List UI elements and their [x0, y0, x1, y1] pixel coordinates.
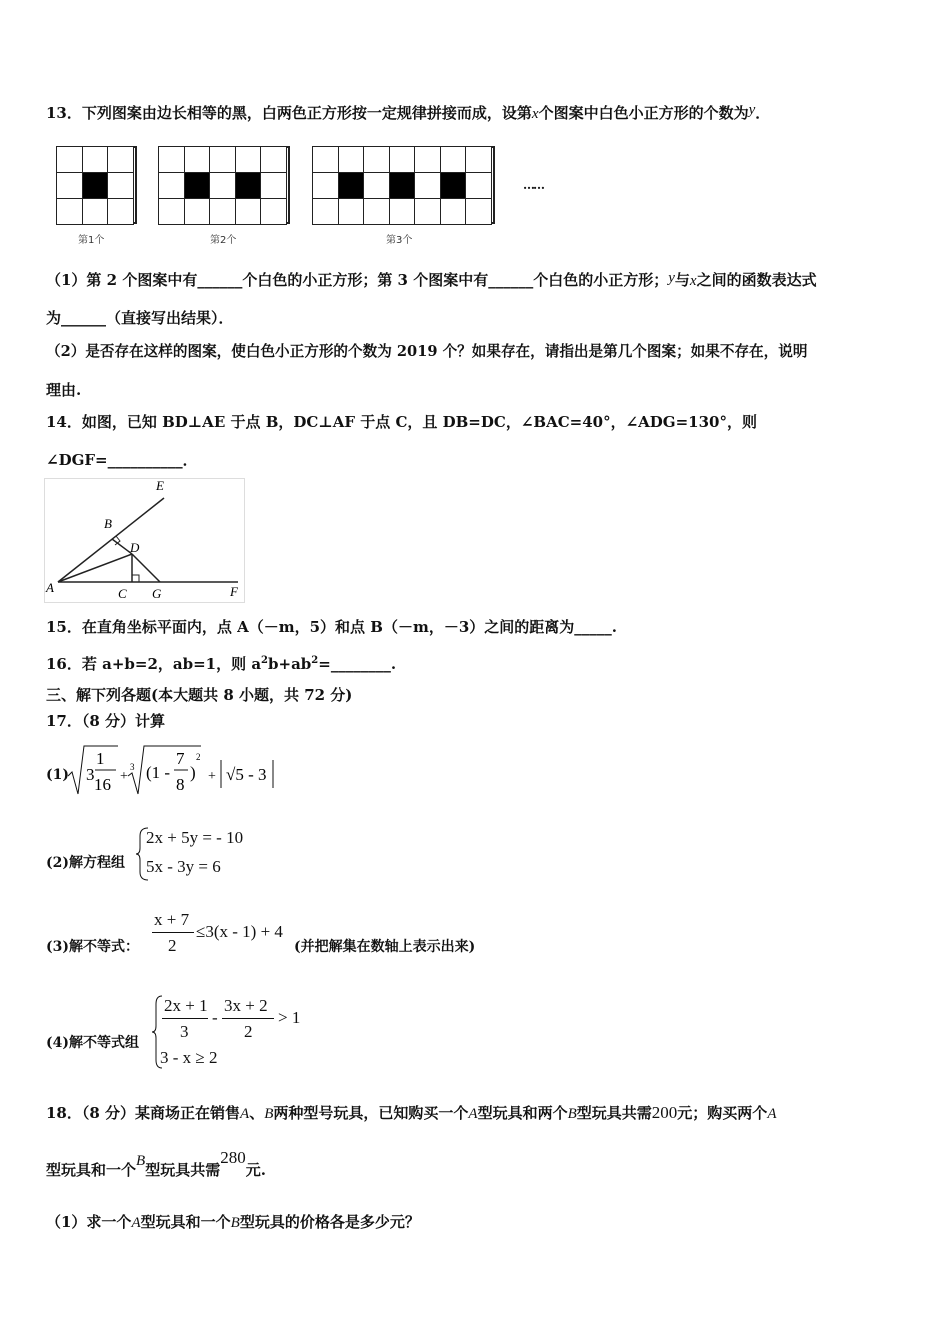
line-BD [112, 539, 132, 554]
white-square [235, 146, 262, 173]
label-A: A [46, 580, 54, 595]
black-square [338, 172, 365, 199]
svg-text:√5 - 3: √5 - 3 [226, 765, 267, 784]
white-square [414, 146, 441, 173]
svg-text:8: 8 [176, 775, 185, 794]
black-square [235, 172, 262, 199]
white-square [465, 172, 492, 199]
label-G: G [152, 586, 162, 601]
white-square [107, 198, 134, 225]
white-square [56, 146, 83, 173]
white-square [82, 198, 109, 225]
q13-part2-cont: 理由. [46, 381, 82, 399]
white-square [440, 198, 467, 225]
q18-stem: 18．（8 分）某商场正在销售A、B两种型号玩具，已知购买一个A型玩具和两个B型玩具共需200元；购买两个A [46, 1103, 777, 1122]
white-square [338, 146, 365, 173]
label-D: D [130, 540, 140, 555]
line-AD [58, 554, 132, 582]
svg-text:+: + [208, 769, 216, 784]
svg-text:3: 3 [130, 762, 135, 772]
white-square [465, 146, 492, 173]
label-F: F [230, 584, 238, 599]
white-square [158, 172, 185, 199]
q13-part1-cont: 为______（直接写出结果）． [46, 309, 234, 327]
q18-part1: （1）求一个A型玩具和一个B型玩具的价格各是多少元？ [46, 1213, 420, 1231]
q17-part4: (4)解不等式组 2x + 1 3 - 3x + 2 2 > 1 3 - x ≥ 2 [46, 994, 346, 1070]
caption-3: 第3个 [386, 235, 413, 246]
black-square [389, 172, 416, 199]
svg-text:): ) [190, 763, 196, 782]
caption-1: 第1个 [78, 235, 105, 246]
white-square [260, 146, 287, 173]
white-square [56, 198, 83, 225]
white-square [56, 172, 83, 199]
white-square [312, 146, 339, 173]
svg-text:+: + [120, 769, 128, 784]
white-square [440, 146, 467, 173]
white-square [363, 198, 390, 225]
white-square [389, 198, 416, 225]
white-square [414, 198, 441, 225]
var-y: y [748, 102, 756, 118]
white-square [260, 198, 287, 225]
q17-part3: (3)解不等式： x + 7 2 ≤3(x - 1) + 4 (并把解集在数轴上表示出来) [46, 910, 476, 955]
q14-answer: ∠DGF=__________． [46, 451, 198, 469]
caption-2: 第2个 [210, 235, 237, 246]
white-square [209, 198, 236, 225]
ellipsis: …… [523, 178, 543, 192]
q14-stem: 14．如图，已知 BD⊥AE 于点 B，DC⊥AF 于点 C，且 DB=DC，∠BAC=40°，∠ADG=130°，则 [46, 413, 757, 431]
white-square [184, 146, 211, 173]
q17-part2: (2)解方程组 2x + 5y = - 10 5x - 3y = 6 [46, 826, 306, 882]
svg-text:2: 2 [196, 752, 201, 762]
q13-stem: 13．下列图案由边长相等的黑，白两色正方形按一定规律拼接而成，设第x个图案中白色小正方形的个数为y． [46, 102, 771, 122]
white-square [82, 146, 109, 173]
white-square [465, 198, 492, 225]
label-C: C [118, 586, 127, 601]
q16-stem: 16．若 a+b=2，ab=1，则 $a^2b+ab^2=\_\_\_\_\_\_\_\_$. [46, 655, 397, 673]
svg-text:3: 3 [86, 765, 95, 784]
black-square [184, 172, 211, 199]
svg-text:16: 16 [94, 775, 111, 794]
white-square [107, 146, 134, 173]
q13-part2: （2）是否存在这样的图案，使白色小正方形的个数为 2019 个？如果存在，请指出是第几个图案；如果不存在，说明 [46, 343, 808, 360]
white-square [209, 146, 236, 173]
label-B: B [104, 516, 112, 531]
q14-figure [44, 478, 246, 604]
q18-stem-cont: 型玩具和一个B型玩具共需280元. [46, 1148, 266, 1179]
white-square [184, 198, 211, 225]
q17-title: 17．（8 分）计算 [46, 712, 166, 730]
var-x: x [531, 106, 539, 122]
q13-part1: （1）第 2 个图案中有______个白色的小正方形；第 3 个图案中有______个白色的小正方形；y与x之间的函数表达式 [46, 270, 817, 289]
black-square [82, 172, 109, 199]
white-square [235, 198, 262, 225]
white-square [338, 198, 365, 225]
white-square [260, 172, 287, 199]
white-square [389, 146, 416, 173]
white-square [363, 146, 390, 173]
black-square [440, 172, 467, 199]
q15-stem: 15．在直角坐标平面内，点 A（－m，5）和点 B（－m，－3）之间的距离为_____. [46, 618, 617, 636]
white-square [107, 172, 134, 199]
svg-text:(1 -: (1 - [146, 763, 171, 782]
section-title: 三、解下列各题(本大题共 8 小题，共 72 分) [46, 686, 353, 704]
white-square [209, 172, 236, 199]
line-DG [132, 554, 160, 582]
white-square [312, 198, 339, 225]
sqrt-expression [66, 744, 326, 798]
white-square [158, 198, 185, 225]
white-square [363, 172, 390, 199]
svg-text:1: 1 [96, 749, 105, 768]
white-square [414, 172, 441, 199]
white-square [312, 172, 339, 199]
svg-text:7: 7 [176, 749, 185, 768]
right-angle-C [132, 575, 139, 582]
label-E: E [156, 478, 164, 493]
q17-part1: (1) 3 1 16 + 3 (1 - 7 8 ) 2 + √5 - 3 [46, 742, 346, 798]
white-square [158, 146, 185, 173]
